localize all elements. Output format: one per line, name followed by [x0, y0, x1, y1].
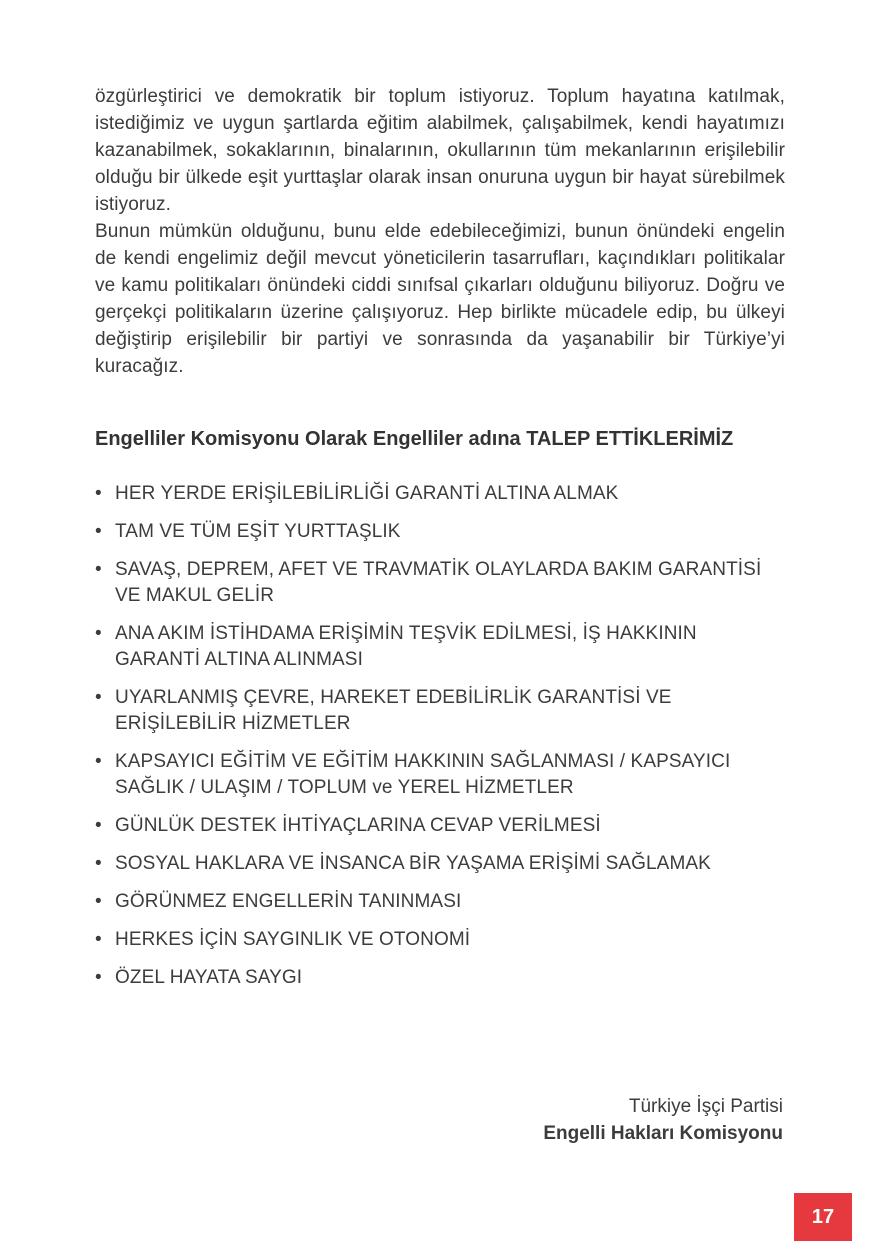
signature-block [543, 1093, 783, 1147]
list-item-text: UYARLANMIŞ ÇEVRE, HAREKET EDEBİLİRLİK GARANTİSİ VE ERİŞİLEBİLİR HİZMETLER [115, 687, 672, 734]
bullet-icon: • [95, 559, 102, 580]
list-item-text: ANA AKIM İSTİHDAMA ERİŞİMİN TEŞVİK EDİLMESİ, İŞ HAKKININ GARANTİ ALTINA ALINMASI [115, 623, 697, 670]
list-item-text: GÜNLÜK DESTEK İHTİYAÇLARINA CEVAP VERİLMESİ [115, 815, 601, 836]
list-item-text: HERKES İÇİN SAYGINLIK VE OTONOMİ [115, 929, 471, 950]
list-item [95, 519, 785, 545]
list-item-text: SOSYAL HAKLARA VE İNSANCA BİR YAŞAMA ERİŞİMİ SAĞLAMAK [115, 853, 711, 874]
list-item-text: SAVAŞ, DEPREM, AFET VE TRAVMATİK OLAYLARDA BAKIM GARANTİSİ VE MAKUL GELİR [115, 559, 762, 606]
list-item [95, 481, 785, 507]
list-item-text: KAPSAYICI EĞİTİM VE EĞİTİM HAKKININ SAĞLANMASI / KAPSAYICI SAĞLIK / ULAŞIM / TOPLUM ve YEREL HİZMETLER [115, 751, 731, 798]
bullet-icon: • [95, 483, 102, 504]
list-item [95, 813, 785, 839]
bullet-icon: • [95, 687, 102, 708]
list-item [95, 749, 785, 801]
bullet-icon: • [95, 853, 102, 874]
bullet-icon: • [95, 623, 102, 644]
paragraph-intro: özgürleştirici ve demokratik bir toplum istiyoruz. Toplum hayatına katılmak, istediğimiz ve uygun şartlarda eğitim alabilmek, çalışabilmek, kendi hayatımızı kazanabilmek, sokaklarının, binalarının, okullarının tüm mekanlarının erişilebilir olduğu bir ülkede eşit yurttaşlar olarak insan onuruna uygun bir hayat sürebilmek istiyoruz. [95, 86, 785, 215]
signature-commission: Engelli Hakları Komisyonu [543, 1123, 783, 1144]
list-item-text: TAM VE TÜM EŞİT YURTTAŞLIK [115, 521, 401, 542]
list-item [95, 851, 785, 877]
section-heading-demands: Engelliler Komisyonu Olarak Engelliler adına TALEP ETTİKLERİMİZ [95, 428, 734, 450]
signature-org: Türkiye İşçi Partisi [628, 1096, 783, 1117]
page-number-badge: 17 [794, 1193, 852, 1241]
list-item [95, 927, 785, 953]
bullet-icon: • [95, 815, 102, 836]
bullet-icon: • [95, 929, 102, 950]
list-item-text: ÖZEL HAYATA SAYGI [115, 967, 303, 988]
list-item [95, 621, 785, 673]
bullet-icon: • [95, 751, 102, 772]
list-item [95, 557, 785, 609]
list-item [95, 889, 785, 915]
bullet-icon: • [95, 891, 102, 912]
paragraph-commitment: Bunun mümkün olduğunu, bunu elde edebileceğimizi, bunun önündeki engelin de kendi engelimiz değil mevcut yöneticilerin tasarrufları, kaçındıkları politikalar ve kamu politikaları önündeki ciddi sınıfsal çıkarları olduğunu biliyoruz. Doğru ve gerçekçi politikaların üzerine çalışıyoruz. Hep birlikte mücadele edip, bu ülkeyi değiştirip erişilebilir bir partiyi ve sonrasında da yaşanabilir bir Türkiye’yi kuracağız. [95, 221, 785, 377]
list-item-text: HER YERDE ERİŞİLEBİLİRLİĞİ GARANTİ ALTINA ALMAK [115, 483, 619, 504]
demands-list [95, 481, 785, 991]
list-item-text: GÖRÜNMEZ ENGELLERİN TANINMASI [115, 891, 462, 912]
bullet-icon: • [95, 521, 102, 542]
bullet-icon: • [95, 967, 102, 988]
page-content [95, 83, 785, 1003]
list-item [95, 965, 785, 991]
list-item [95, 685, 785, 737]
